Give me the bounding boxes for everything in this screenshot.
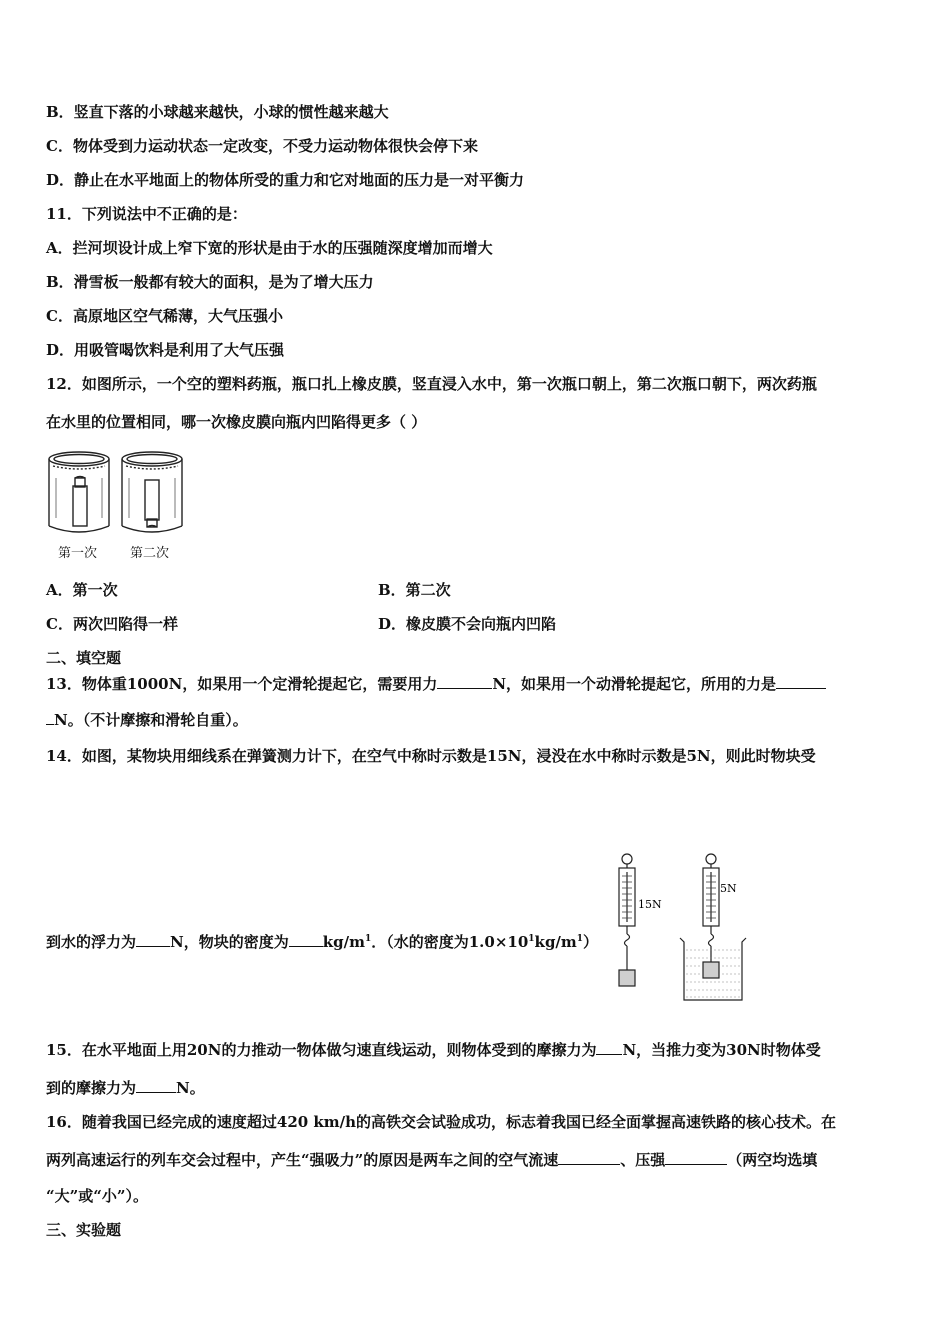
figure-caption-second: 第二次	[130, 546, 170, 561]
q10-option-d: D．静止在水平地面上的物体所受的重力和它对地面的压力是一对平衡力	[46, 171, 525, 189]
q10-option-c: C．物体受到力运动状态一定改变，不受力运动物体很快会停下来	[46, 137, 478, 155]
q11-option-c: C．高原地区空气稀薄，大气压强小	[46, 307, 283, 325]
q14-text-a: 到水的浮力为	[46, 933, 137, 951]
q14-sup-2: 1	[528, 934, 535, 944]
q14-text-f: ）	[583, 933, 599, 951]
medicine-bottle-figure	[44, 448, 189, 540]
q16-line2	[46, 1150, 817, 1170]
q11-option-b: B．滑雪板一般都有较大的面积，是为了增大压力	[46, 273, 374, 291]
q14-sup-1: 1	[364, 934, 372, 944]
q12-option-a: A．第一次	[46, 581, 118, 599]
q16-text-b: 、压强	[620, 1151, 666, 1169]
q15-blank-1	[596, 1040, 622, 1055]
q15-text-b: N，当推力变为30N时物体受	[622, 1041, 821, 1059]
q15-line1	[46, 1040, 821, 1060]
q16-text-c: （两空均选填	[727, 1151, 818, 1169]
q14-unit-2: kg/m	[534, 933, 577, 951]
figure-caption-first: 第一次	[58, 546, 98, 561]
q16-text-a: 两列高速运行的列车交会过程中，产生“强吸力”的原因是两车之间的空气流速	[46, 1151, 559, 1169]
q16-line1: 16．随着我国已经完成的速度超过420 km/h的高铁交会试验成功，标志着我国已经全面掌握高速铁路的核心技术。在	[46, 1113, 837, 1131]
q13-blank-1	[437, 674, 492, 689]
q11-option-a: A．拦河坝设计成上窄下宽的形状是由于水的压强随深度增加而增大	[46, 239, 493, 257]
q14-stem-line1: 14．如图，某物块用细线系在弹簧测力计下，在空气中称时示数是15N，浸没在水中称时示数是5N，则此时物块受	[46, 747, 816, 765]
q11-option-d: D．用吸管喝饮料是利用了大气压强	[46, 341, 285, 359]
q14-stem-line2	[46, 932, 598, 952]
q13-text-a: 13．物体重1000N，如果用一个定滑轮提起它，需要用力	[46, 675, 438, 693]
q13-line2	[46, 710, 248, 730]
q13-text-c: N。（不计摩擦和滑轮自重）。	[54, 711, 248, 729]
section-experiment-heading: 三、实验题	[46, 1221, 122, 1239]
q12-option-d: D．橡皮膜不会向瓶内凹陷	[378, 615, 557, 633]
q16-blank-2	[665, 1150, 727, 1165]
section-fill-in-heading: 二、填空题	[46, 649, 122, 667]
q11-stem: 11．下列说法中不正确的是：	[46, 205, 247, 223]
q12-option-c: C．两次凹陷得一样	[46, 615, 178, 633]
q14-blank-1	[136, 932, 170, 947]
q16-blank-1	[558, 1150, 620, 1165]
q12-stem-line1: 12．如图所示，一个空的塑料药瓶，瓶口扎上橡皮膜，竖直浸入水中，第一次瓶口朝上，第二次瓶口朝下，两次药瓶	[46, 375, 817, 393]
q15-text-c: 到的摩擦力为	[46, 1079, 137, 1097]
q13-text-b: N，如果用一个动滑轮提起它，所用的力是	[492, 675, 777, 693]
q15-line2	[46, 1078, 205, 1098]
q10-option-b: B．竖直下落的小球越来越快，小球的惯性越来越大	[46, 103, 389, 121]
q12-option-b: B．第二次	[378, 581, 451, 599]
q14-sup-3: 1	[576, 934, 584, 944]
scale-reading-5n: 5N	[720, 882, 737, 895]
q12-stem-line2: 在水里的位置相同，哪一次橡皮膜向瓶内凹陷得更多（ ）	[46, 413, 427, 431]
spring-scale-figure	[610, 850, 750, 1002]
q15-text-a: 15．在水平地面上用20N的力推动一物体做匀速直线运动，则物体受到的摩擦力为	[46, 1041, 597, 1059]
q14-unit-1: kg/m	[322, 933, 365, 951]
q14-text-b: N，物块的密度为	[170, 933, 289, 951]
scale-reading-15n: 15N	[638, 898, 662, 911]
q13-line1	[46, 674, 826, 694]
q14-blank-2	[289, 932, 323, 947]
q14-text-d: ．（水的密度为1.0×10	[371, 933, 529, 951]
q13-blank-2a	[776, 674, 826, 689]
q13-blank-2b	[46, 710, 54, 725]
q15-blank-2	[136, 1078, 176, 1093]
q16-line3: “大”或“小”）。	[46, 1187, 149, 1205]
q15-text-d: N。	[176, 1079, 205, 1097]
